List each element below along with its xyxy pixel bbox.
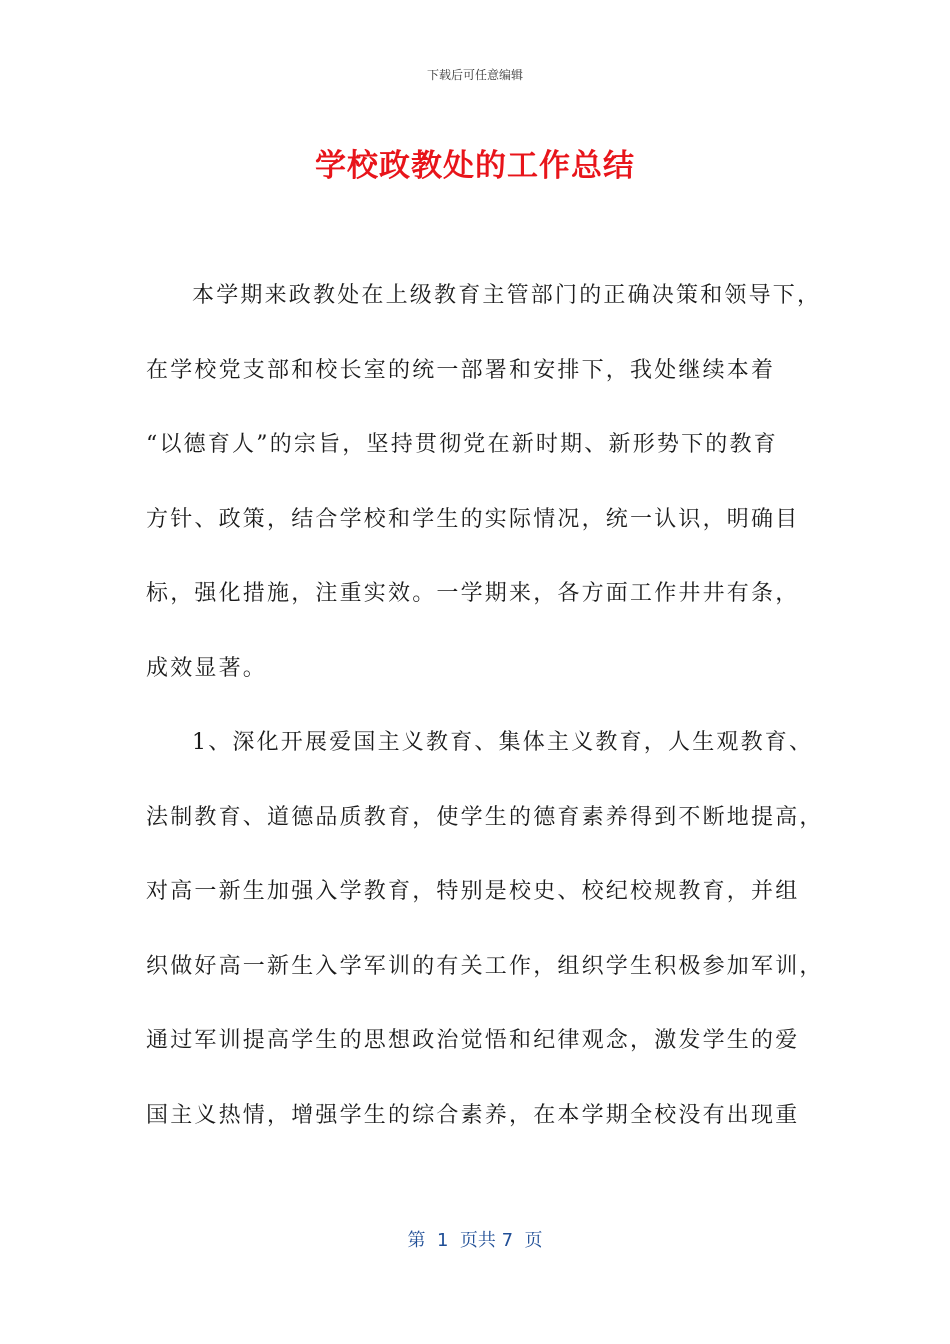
document-body xyxy=(146,276,824,1170)
header-note: 下载后可任意编辑 xyxy=(426,68,523,82)
paragraph-line: 1、深化开展爱国主义教育、集体主义教育，人生观教育、 xyxy=(192,730,814,755)
paragraph-line: 本学期来政教处在上级教育主管部门的正确决策和领导下， xyxy=(192,283,822,308)
paragraph-line: 标，强化措施，注重实效。一学期来，各方面工作井井有条， xyxy=(146,581,800,606)
paragraph-line: 国主义热情，增强学生的综合素养，在本学期全校没有出现重 xyxy=(146,1102,800,1128)
paragraph-line: 通过军训提高学生的思想政治觉悟和纪律观念，激发学生的爱 xyxy=(146,1028,800,1053)
paragraph-line: 方针、政策，结合学校和学生的实际情况，统一认识，明确目 xyxy=(146,506,800,532)
paragraph-line: 在学校党支部和校长室的统一部署和安排下，我处继续本着 xyxy=(146,357,776,383)
paragraph-line: “以德育人”的宗旨，坚持贯彻党在新时期、新形势下的教育 xyxy=(146,432,778,457)
paragraph-line: 织做好高一新生入学军训的有关工作，组织学生积极参加军训， xyxy=(146,953,824,979)
page-number-footer: 第 1 页共 7 页 xyxy=(407,1230,543,1251)
paragraph-line: 成效显著。 xyxy=(146,655,268,681)
paragraph-line: 法制教育、道德品质教育，使学生的德育素养得到不断地提高， xyxy=(146,804,824,830)
document-title: 学校政教处的工作总结 xyxy=(315,148,635,184)
paragraph-line: 对高一新生加强入学教育，特别是校史、校纪校规教育，并组 xyxy=(146,879,800,904)
